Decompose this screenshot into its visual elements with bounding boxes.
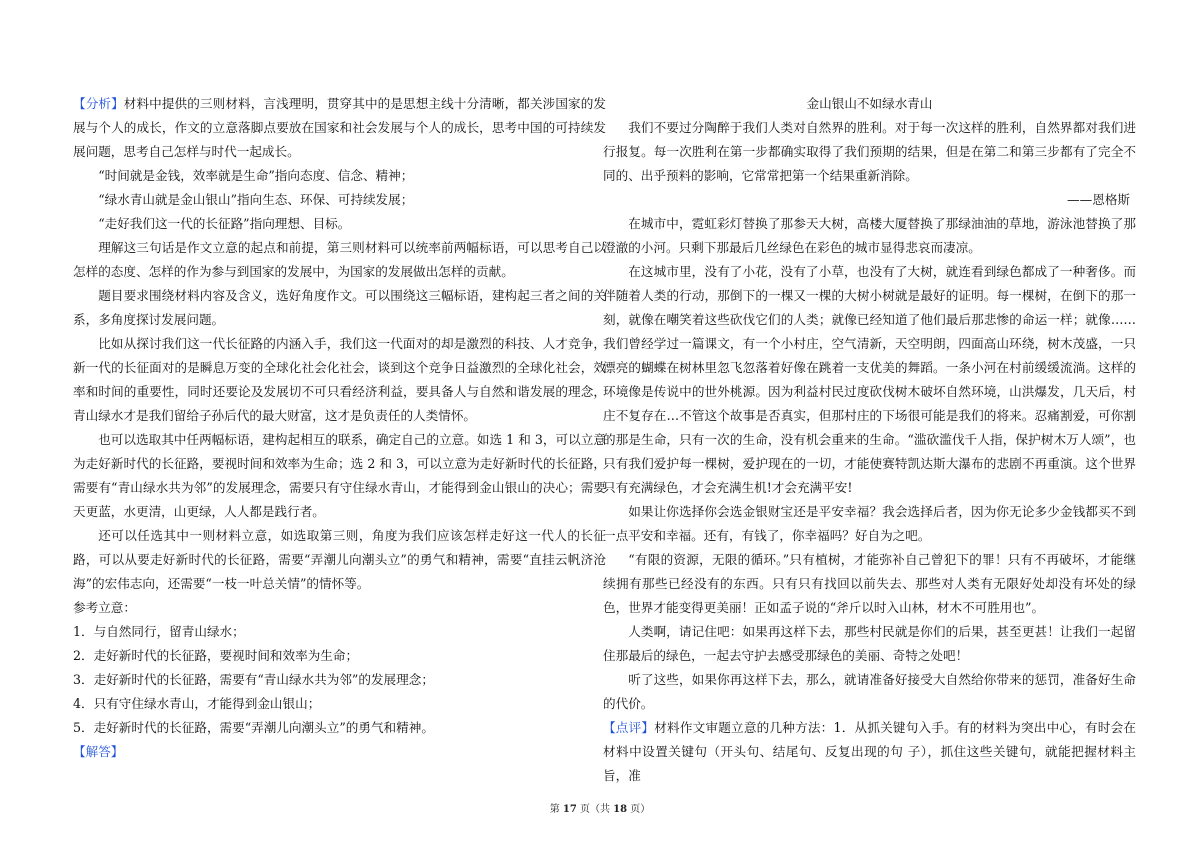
reference-item-3: 3．走好新时代的长征路，需要有“青山绿水共为邻”的发展理念； (73, 672, 434, 687)
analysis-tag: 【分析】 (73, 96, 124, 111)
bullet-1: “时间就是金钱，效率就是生命”指向态度、信念、精神； (98, 168, 414, 183)
reference-item-1: 1．与自然同行，留青山绿水； (73, 624, 245, 639)
reference-item-2: 2．走好新时代的长征路，要视时间和效率为生命； (73, 648, 359, 663)
essay-paragraph-5: 人类啊，请记住吧：如果再这样下去，那些村民就是你们的后果，甚至更甚！让我们一起留住那最后的绿色，一起去守护去感受那绿色的美丽、奇特之处吧！ (603, 624, 1136, 663)
reference-item-4: 4．只有守住绿水青山，才能得到金山银山； (73, 696, 321, 711)
left-paragraph-4: 也可以选取其中任两幅标语，建构起相互的联系，确定自己的立意。如选 1 和 3，可以立意为走好新时代的长征路，要视时间和效率为生命；选 2 和 3，可以立意为走好新时代的长征路，需要有“青山绿水共为邻”的发展理念，需要只有守住绿水青山，才能得到金山银山的决心；需要天更蓝，水更清，山更绿，人人都是践行者。 (73, 432, 606, 519)
essay-title: 金山银山不如绿水青山 (806, 96, 933, 111)
essay-paragraph-4: “有限的资源，无限的循环。”只有植树，才能弥补自己曾犯下的罪！只有不再破坏，才能继续拥有那些已经没有的东西。只有只有找回以前失去、那些对人类有无限好处却没有坏处的绿色，世界才能变得更美丽！正如孟子说的“斧斤以时入山林，材木不可胜用也”。 (603, 552, 1136, 615)
essay-paragraph-2: 在这城市里，没有了小花，没有了小草，也没有了大树，就连看到绿色都成了一种奢侈。而伴随着人类的行动，那倒下的一棵又一棵的大树小树就是最好的证明。每一棵树，在倒下的那一刻，就像在嘲笑着这些砍伐它们的人类；就像已经知道了他们最后那悲惨的命运一样；就像……我们曾经学过一篇课文，有一个小村庄，空气清新，天空明朗，四面高山环绕，树木茂盛，一只漂亮的蝴蝶在树林里忽飞忽落着好像在跳着一支优美的舞蹈。一条小河在村前缓缓流淌。这样的环境像是传说中的世外桃源。因为利益村民过度砍伐树木破坏自然环境，山洪爆发，几天后，村庄不复存在…不管这个故事是否真实，但那村庄的下场很可能是我们的将来。忍痛割爱，可你割的那是生命，只有一次的生命，没有机会重来的生命。“滥砍滥伐千人指，保护树木万人颂”，也只有我们爱护每一棵树，爱护现在的一切，才能使赛特凯达斯大瀑布的悲剧不再重演。这个世界只有充满绿色，才会充满生机!才会充满平安! (603, 264, 1136, 495)
left-paragraph-5: 还可以任选其中一则材料立意，如选取第三则，角度为我们应该怎样走好这一代人的长征路，可以从要走好新时代的长征路，需要“弄潮儿向潮头立”的勇气和精神，需要“直挂云帆济沧海”的宏伟志向，还需要“一枝一叶总关情”的情怀等。 (73, 528, 606, 591)
bullet-3: “走好我们这一代的长征路”指向理想、目标。 (98, 216, 351, 231)
page-total: 18 (613, 804, 628, 815)
answer-paragraph (73, 740, 606, 764)
footer-middle: 页（共 (576, 804, 614, 815)
essay-paragraph-1: 在城市中，霓虹彩灯替换了那参天大树，高楼大厦替换了那绿油油的草地，游泳池替换了那澄澈的小河。只剩下那最后几丝绿色在彩色的城市显得悲哀而凄凉。 (603, 216, 1136, 255)
page-number: 17 (562, 804, 577, 815)
essay-paragraph-6: 听了这些，如果你再这样下去，那么，就请准备好接受大自然给你带来的惩罚，准备好生命的代价。 (603, 672, 1136, 711)
left-paragraph-2: 题目要求围绕材料内容及含义，选好角度作文。可以围绕这三幅标语，建构起三者之间的关系，多角度探讨发展问题。 (73, 288, 606, 327)
left-paragraph-3: 比如从探讨我们这一代长征路的内涵入手，我们这一代面对的却是激烈的科技、人才竞争，新一代的长征面对的是瞬息万变的全球化社会化社会，谈到这个竞争日益激烈的全球化社会，效率和时间的重要性，同时还要论及发展切不可只看经济利益，要具备人与自然和谐发展的理念，青山绿水才是我们留给子孙后代的最大财富，这才是负责任的人类情怀。 (73, 336, 606, 423)
left-paragraph-1: 理解这三句话是作文立意的起点和前提，第三则材料可以统率前两幅标语，可以思考自己以怎样的态度、怎样的作为参与到国家的发展中，为国家的发展做出怎样的贡献。 (73, 240, 606, 279)
comment-text: 材料作文审题立意的几种方法：1．从抓关键句入手。有的材料为突出中心，有时会在材料中设置关键句（开头句、结尾句、反复出现的句 子），抓住这些关键句，就能把握材料主旨，准 (603, 720, 1136, 783)
essay-paragraph-3: 如果让你选择你会选金银财宝还是平安幸福？我会选择后者，因为你无论多少金钱都买不到一点平安和幸福。还有，有钱了，你幸福吗？好自为之吧。 (603, 504, 1136, 543)
bullet-2: “绿水青山就是金山银山”指向生态、环保、可持续发展； (98, 192, 414, 207)
footer-suffix: 页） (627, 804, 651, 815)
page-footer (0, 800, 1200, 815)
footer-prefix: 第 (549, 804, 563, 815)
essay-quote: 我们不要过分陶醉于我们人类对自然界的胜利。对于每一次这样的胜利，自然界都对我们进行报复。每一次胜利在第一步都确实取得了我们预期的结果，但是在第二和第三步都有了完全不同的、出乎预料的影响，它常常把第一个结果重新消除。 (603, 120, 1136, 183)
reference-heading: 参考立意： (73, 600, 136, 615)
answer-tag: 【解答】 (73, 744, 124, 759)
analysis-text: 材料中提供的三则材料，言浅理明，贯穿其中的是思想主线十分清晰，都关涉国家的发展与个人的成长，作文的立意落脚点要放在国家和社会发展与个人的成长，思考中国的可持续发展问题，思考自己怎样与时代一起成长。 (73, 96, 607, 159)
quote-author: ——恩格斯 (1067, 192, 1130, 207)
reference-item-5: 5．走好新时代的长征路，需要“弄潮儿向潮头立”的勇气和精神。 (73, 720, 434, 735)
right-column (603, 92, 1136, 788)
comment-tag: 【点评】 (603, 720, 655, 735)
comment-paragraph (603, 716, 1136, 788)
analysis-paragraph (73, 92, 606, 164)
left-column (73, 92, 606, 764)
